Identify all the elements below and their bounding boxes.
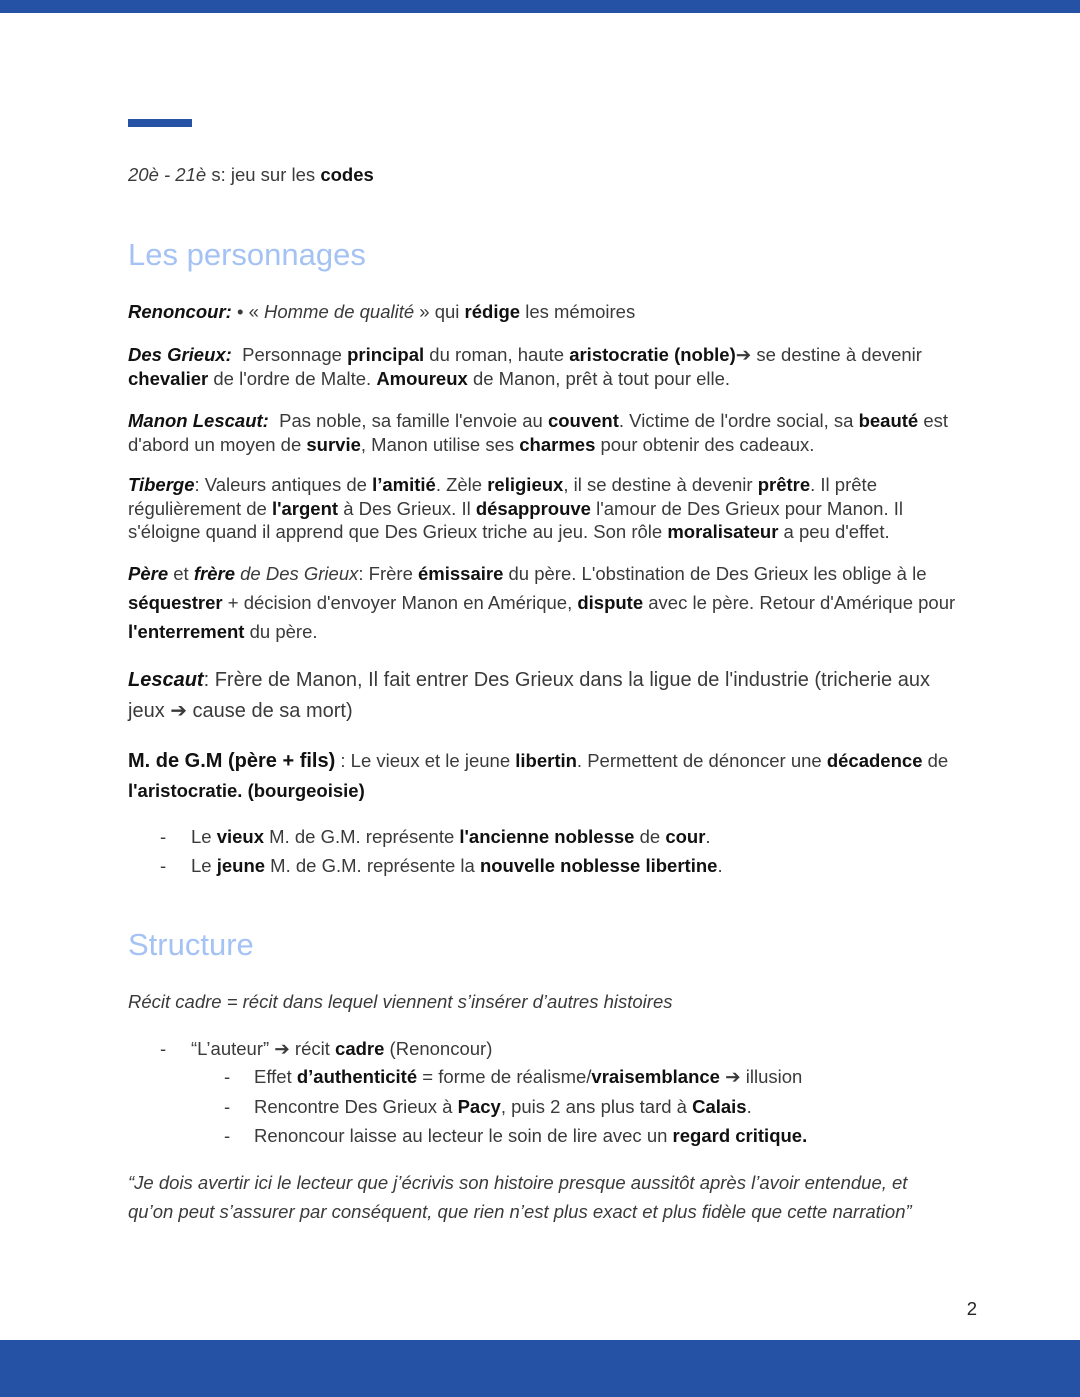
bold-text: l'argent	[271, 497, 339, 519]
bold-text: vieux	[216, 826, 265, 847]
list-item	[160, 851, 723, 880]
bullet-marker: -	[160, 855, 167, 876]
bold-text: décadence	[826, 750, 923, 771]
text-run: a peu d'effet.	[778, 521, 890, 542]
list-item	[160, 822, 723, 851]
bold-text: cadre	[335, 1038, 385, 1059]
bold-text: Manon Lescaut:	[128, 410, 269, 431]
text-line	[128, 559, 998, 588]
bold-text: rédige	[464, 301, 521, 322]
sublist-item	[224, 1121, 807, 1151]
text-run: s: jeu sur les	[206, 164, 321, 185]
text-run: de	[922, 750, 949, 771]
text-run: , Manon utilise ses	[360, 434, 520, 455]
text-run: M. de G.M. représente	[264, 826, 460, 847]
text-run: • «	[231, 301, 264, 322]
intro-line	[128, 163, 998, 187]
text-run: avec le père. Retour d'Amérique pour	[643, 592, 956, 613]
list-item	[160, 1037, 492, 1061]
text-run: = forme de réalisme/	[417, 1066, 592, 1087]
list-item-text	[254, 1062, 802, 1092]
bold-text: Amoureux	[376, 368, 468, 389]
text-line	[191, 1037, 492, 1061]
bold-text: frère	[193, 563, 235, 584]
text-run: Le	[191, 855, 217, 876]
bold-text: l'enterrement	[128, 621, 245, 642]
list-item-text	[191, 822, 711, 851]
text-run: : Frère	[358, 563, 418, 584]
text-run: est	[918, 410, 949, 431]
bold-text: chevalier	[128, 368, 209, 389]
text-run: pour obtenir des cadeaux.	[595, 434, 815, 455]
text-run: du père. L'obstination de Des Grieux les oblige à le	[503, 563, 927, 584]
text-run: du roman, haute	[424, 344, 570, 365]
bold-text: Calais	[692, 1095, 747, 1117]
bold-text: Lescaut	[128, 669, 204, 691]
text-run: de	[634, 826, 666, 847]
bold-text: désapprouve	[475, 497, 591, 519]
text-run: jeux ➔ cause de sa mort)	[128, 700, 353, 722]
bold-text: moralisateur	[667, 521, 779, 542]
text-run: de Manon, prêt à tout pour elle.	[467, 368, 731, 389]
list-item-text	[254, 1092, 752, 1122]
list-item-text	[191, 851, 723, 880]
text-run: s'éloigne quand il apprend que Des Grieux triche au jeu. Son rôle	[128, 521, 668, 542]
section-heading-structure: Structure	[128, 927, 254, 962]
paragraph-renoncour	[128, 300, 998, 324]
bold-text: codes	[320, 164, 374, 185]
text-line	[128, 367, 998, 391]
text-run: régulièrement de	[128, 497, 272, 519]
text-run: , puis 2 ans plus tard à	[500, 1095, 693, 1117]
paragraph-tiberge	[128, 473, 998, 544]
text-line	[128, 163, 998, 187]
bullet-marker: -	[224, 1125, 231, 1146]
text-line	[128, 746, 998, 776]
bold-text: beauté	[858, 410, 919, 431]
text-line	[128, 343, 998, 367]
text-run: d'abord un moyen de	[128, 434, 307, 455]
italic-text: de Des Grieux	[234, 563, 359, 584]
bold-text: M. de G.M (père + fils)	[128, 750, 336, 772]
text-run: . Zèle	[435, 474, 488, 495]
text-run: “L’auteur” ➔ récit	[191, 1038, 336, 1059]
bold-text: Des Grieux:	[128, 344, 232, 365]
text-line	[128, 1197, 998, 1226]
bold-text: Père	[128, 563, 169, 584]
top-accent-bar	[0, 0, 1080, 13]
text-run: .	[705, 826, 711, 847]
italic-text: 20è - 21è	[128, 164, 207, 185]
bold-text: regard critique.	[672, 1125, 808, 1146]
text-run: Personnage	[231, 344, 348, 365]
bold-text: vraisemblance	[591, 1066, 720, 1087]
bullet-marker: -	[160, 1038, 167, 1059]
bold-text: Pacy	[457, 1095, 501, 1117]
text-line	[254, 1121, 807, 1151]
text-line	[128, 776, 998, 805]
bold-text: l'aristocratie. (bourgeoisie)	[128, 780, 365, 801]
text-run: , il se destine à devenir	[563, 474, 758, 495]
bold-text: prêtre	[757, 474, 811, 495]
text-line	[254, 1062, 802, 1092]
bold-text: aristocratie	[569, 344, 669, 365]
bold-text: jeune	[216, 855, 266, 876]
text-line	[128, 300, 998, 324]
list-item-text	[191, 1037, 492, 1061]
text-run: du père.	[244, 621, 318, 642]
list-structure	[160, 1037, 492, 1061]
text-line	[191, 851, 723, 880]
text-run: et	[168, 563, 194, 584]
text-run: Effet	[254, 1066, 297, 1087]
paragraph-recit-cadre	[128, 990, 998, 1014]
bold-text: dispute	[577, 592, 644, 613]
text-line	[191, 822, 711, 851]
paragraph-pere-frere	[128, 559, 998, 646]
bold-text: séquestrer	[128, 592, 223, 613]
italic-text: Récit cadre = récit dans lequel viennent s’insérer d’autres histoires	[128, 991, 673, 1012]
bottom-accent-bar	[0, 1340, 1080, 1397]
bold-text: émissaire	[418, 563, 504, 584]
bold-text: religieux	[487, 474, 564, 495]
text-run: de l'ordre de Malte.	[208, 368, 377, 389]
text-run: .	[717, 855, 723, 876]
list-gm	[160, 822, 723, 880]
text-line	[128, 409, 998, 433]
bold-text: cour	[665, 826, 706, 847]
text-run: .	[746, 1095, 752, 1117]
text-run: à Des Grieux. Il	[338, 497, 476, 519]
text-run: . Il prête	[810, 474, 877, 495]
bold-text: l’amitié	[372, 474, 436, 495]
quote	[128, 1168, 998, 1226]
section-heading-personnages: Les personnages	[128, 237, 366, 272]
bold-text: d’authenticité	[296, 1066, 418, 1087]
paragraph-gm	[128, 746, 998, 805]
text-line	[128, 433, 998, 457]
bold-text: Renoncour:	[128, 301, 232, 322]
sublist-item	[224, 1062, 807, 1092]
text-run: Le	[191, 826, 217, 847]
text-line	[128, 990, 998, 1014]
text-line	[128, 520, 998, 544]
text-run: ➔ se destine à devenir	[735, 344, 922, 365]
text-run: (Renoncour)	[384, 1038, 493, 1059]
bold-text: charmes	[519, 434, 596, 455]
text-line	[128, 473, 998, 497]
paragraph-des-grieux	[128, 343, 998, 391]
bold-text: principal	[347, 344, 425, 365]
bold-text: Tiberge	[128, 474, 195, 495]
text-line	[128, 665, 998, 696]
sublist-item	[224, 1092, 807, 1122]
text-run: : Valeurs antiques de	[194, 474, 373, 495]
text-run: + décision d'envoyer Manon en Amérique,	[222, 592, 578, 613]
bullet-marker: -	[160, 826, 167, 847]
text-line	[128, 617, 998, 646]
bold-text: survie	[306, 434, 361, 455]
text-line	[128, 1168, 998, 1197]
paragraph-manon-lescaut	[128, 409, 998, 457]
text-run: Rencontre Des Grieux à	[254, 1095, 458, 1117]
paragraph-lescaut	[128, 665, 998, 727]
italic-text: qu’on peut s’assurer par conséquent, que rien n’est plus exact et plus fidèle que cette narration”	[128, 1201, 912, 1222]
text-run: : Frère de Manon, Il fait entrer Des Grieux dans la ligue de l'industrie (tricherie aux	[203, 669, 930, 691]
text-line	[128, 497, 998, 521]
bold-text: couvent	[547, 410, 619, 431]
list-item-text	[254, 1121, 807, 1151]
page-number: 2	[966, 1298, 977, 1319]
text-run: . Victime de l'ordre social, sa	[618, 410, 859, 431]
accent-dash	[128, 119, 192, 127]
bullet-marker: -	[224, 1095, 231, 1117]
bold-text: nouvelle noblesse libertine	[479, 855, 718, 876]
text-run: ➔ illusion	[719, 1066, 803, 1087]
text-run: Pas noble, sa famille l'envoie au	[268, 410, 548, 431]
text-run: Renoncour laisse au lecteur le soin de lire avec un	[254, 1125, 673, 1146]
bold-text: l'ancienne noblesse	[459, 826, 635, 847]
bold-text: libertin	[515, 750, 577, 771]
bold-text: (noble)	[674, 344, 736, 365]
text-run: : Le vieux et le jeune	[335, 750, 516, 771]
italic-text: Homme de qualité	[264, 301, 415, 322]
text-run: » qui	[414, 301, 465, 322]
sublist-structure	[224, 1062, 807, 1151]
text-run: M. de G.M. représente la	[265, 855, 480, 876]
text-line	[128, 696, 998, 727]
text-line	[128, 588, 998, 617]
text-run: l'amour de Des Grieux pour Manon. Il	[590, 497, 903, 519]
text-run: les mémoires	[520, 301, 636, 322]
text-run: . Permettent de dénoncer une	[576, 750, 827, 771]
italic-text: “Je dois avertir ici le lecteur que j’écrivis son histoire presque aussitôt après l’avoir entendue, et	[128, 1172, 908, 1193]
bullet-marker: -	[224, 1066, 231, 1087]
text-line	[254, 1092, 752, 1122]
